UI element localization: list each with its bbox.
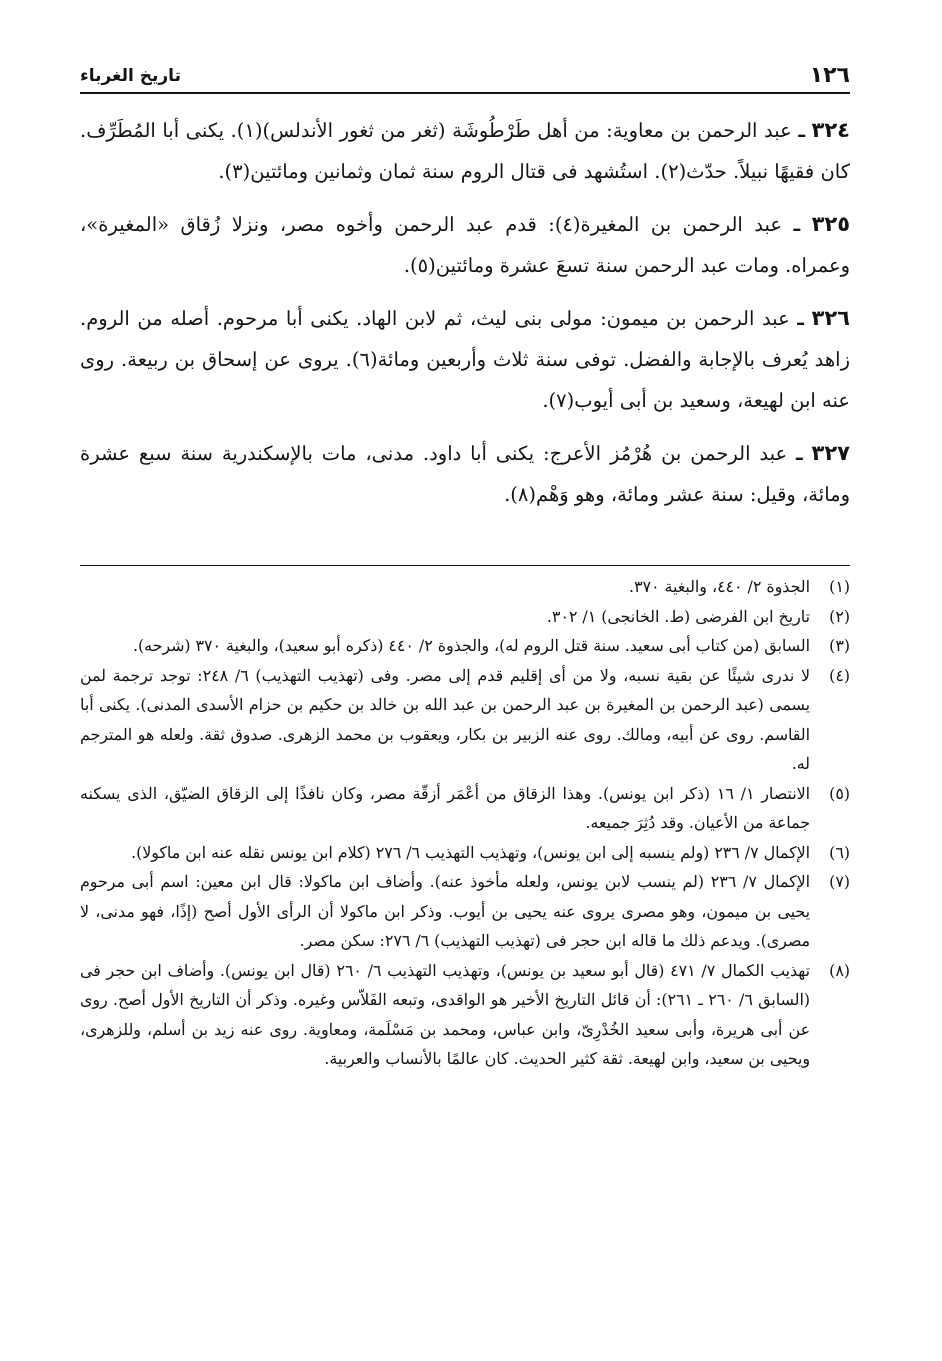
footnote-4 <box>80 661 850 779</box>
entry-number: ٣٢٥ <box>811 212 851 236</box>
page-number: ١٢٦ <box>809 63 850 88</box>
footnote-6 <box>80 838 850 868</box>
footnote-1 <box>80 572 850 602</box>
footnote-5 <box>80 779 850 838</box>
footnotes <box>80 572 850 1074</box>
footnote-text: تاريخ ابن الفرضى (ط. الخانجى) ١/ ٣٠٢. <box>546 606 810 626</box>
entry-text: عبد الرحمن بن هُرْمُز الأعرج: يكنى أبا داود. مدنى، مات بالإسكندرية سنة سبع عشرة ومائة، وقيل: سنة عشر ومائة، وهو وَهْم(٨). <box>80 442 850 506</box>
footnote-number: (٦) <box>829 842 850 862</box>
footnote-number: (٢) <box>829 606 850 626</box>
footnote-text: لا ندرى شيئًا عن بقية نسبه، ولا من أى إقليم قدم إلى مصر. وفى (تهذيب التهذيب) ٦/ ٢٤٨: توجد ترجمة لمن يسمى (عبد الرحمن بن المغيرة بن عبد الرحمن بن عبد الله بن خالد بن حكيم بن حزام الأسدى المدنى). يكنى أبا القاسم. روى عن أبيه، ومالك. روى عنه الزبير بن بكار، ويعقوب بن محمد الزهرى. صدوق ثقة. ولعله هو المترجم له. <box>80 665 811 773</box>
entry-324 <box>80 110 850 192</box>
entry-text: عبد الرحمن بن ميمون: مولى بنى ليث، ثم لابن الهاد. يكنى أبا مرحوم. أصله من الروم. زاهد يُعرف بالإجابة والفضل. توفى سنة ثلاث وأربعين ومائة(٦). يروى عن إسحاق بن ربيعة. روى عنه ابن لهيعة، وسعيد بن أبى أيوب(٧). <box>80 307 850 412</box>
footnote-divider <box>80 565 850 566</box>
footnote-text: الانتصار ١/ ١٦ (ذكر ابن يونس). وهذا الزقاق من أعْمَر أزقّة مصر، وكان نافذًا إلى الزقاق الضيّق، الذى يسكنه جماعة من الأعيان. وقد دُثِرَ جميعه. <box>80 783 810 832</box>
footnote-number: (٨) <box>829 960 850 980</box>
footnote-number: (٧) <box>829 872 850 891</box>
footnote-7 <box>80 867 850 956</box>
biography-entries <box>80 110 850 527</box>
entry-separator: ـ <box>796 442 803 465</box>
footnote-text: الجذوة ٢/ ٤٤٠، والبغية ٣٧٠. <box>628 577 810 596</box>
entry-text: عبد الرحمن بن المغيرة(٤): قدم عبد الرحمن وأخوه مصر، ونزلا زُقاق «المغيرة»، وعمراه. ومات عبد الرحمن سنة تسعَ عشرة ومائتين(٥). <box>80 213 850 277</box>
entry-separator: ـ <box>797 307 804 330</box>
entry-number: ٣٢٧ <box>811 441 850 465</box>
book-page <box>80 0 850 1361</box>
footnote-2 <box>80 602 850 632</box>
page-header <box>80 52 850 94</box>
footnote-number: (٥) <box>829 783 850 803</box>
footnote-text: الإكمال ٧/ ٢٣٦ (ولم ينسبه إلى ابن يونس)، وتهذيب التهذيب ٦/ ٢٧٦ (كلام ابن يونس نقله عنه ابن ماكولا). <box>131 842 810 862</box>
footnote-text: السابق (من كتاب أبى سعيد. سنة قتل الروم له)، والجذوة ٢/ ٤٤٠ (ذكره أبو سعيد)، والبغية ٣٧٠ (شرحه). <box>132 636 810 655</box>
entry-325 <box>80 204 850 286</box>
entry-number: ٣٢٤ <box>811 118 850 142</box>
entry-separator: ـ <box>793 213 801 236</box>
entry-327 <box>80 433 850 515</box>
footnote-3 <box>80 631 850 661</box>
running-title: تاريخ الغرباء <box>80 66 181 86</box>
entry-number: ٣٢٦ <box>811 306 850 330</box>
footnote-text: الإكمال ٧/ ٢٣٦ (لم ينسب لابن يونس، ولعله مأخوذ عنه). وأضاف ابن ماكولا: قال ابن معين: اسم أبى مرحوم يحيى بن ميمون، وهو مصرى يروى عنه يحيى بن أيوب. وذكر ابن ماكولا أن الرأى الأول أصح (إذًا، فهو مدنى، لا مصرى). ويدعم ذلك ما قاله ابن حجر فى (تهذيب التهذيب) ٦/ ٢٧٦: سكن مصر. <box>80 872 810 950</box>
entry-text: عبد الرحمن بن معاوية: من أهل طَرْطُوشَة (ثغر من ثغور الأندلس)(١). يكنى أبا المُطَرِّف. كان فقيهًا نبيلاً. حدّث(٢). استُشهد فى قتال الروم سنة ثمان وثمانين ومائتين(٣). <box>80 119 850 183</box>
footnote-number: (٤) <box>829 665 850 685</box>
footnote-number: (١) <box>829 577 850 596</box>
entry-separator: ـ <box>798 119 805 142</box>
footnote-number: (٣) <box>829 636 850 655</box>
footnote-text: تهذيب الكمال ٧/ ٤٧١ (قال أبو سعيد بن يونس)، وتهذيب التهذيب ٦/ ٢٦٠ (قال ابن يونس). وأضاف ابن حجر فى (السابق ٦/ ٢٦٠ ـ ٢٦١): أن قائل التاريخ الأخير هو الواقدى، وتبعه الفَلاّس وغيره. وذكر أن التاريخ الأول أصح. روى عن أبى هريرة، وأبى سعيد الخُدْرِىّ، وابن عباس، ومحمد بن مَسْلَمة، ومعاوية. روى عنه زيد بن أسلم، وللزهرى، ويحيى بن سعيد، وابن لهيعة. ثقة كثير الحديث. كان عالمًا بالأنساب والعربية. <box>80 960 811 1068</box>
entry-326 <box>80 298 850 421</box>
footnote-8 <box>80 956 850 1074</box>
